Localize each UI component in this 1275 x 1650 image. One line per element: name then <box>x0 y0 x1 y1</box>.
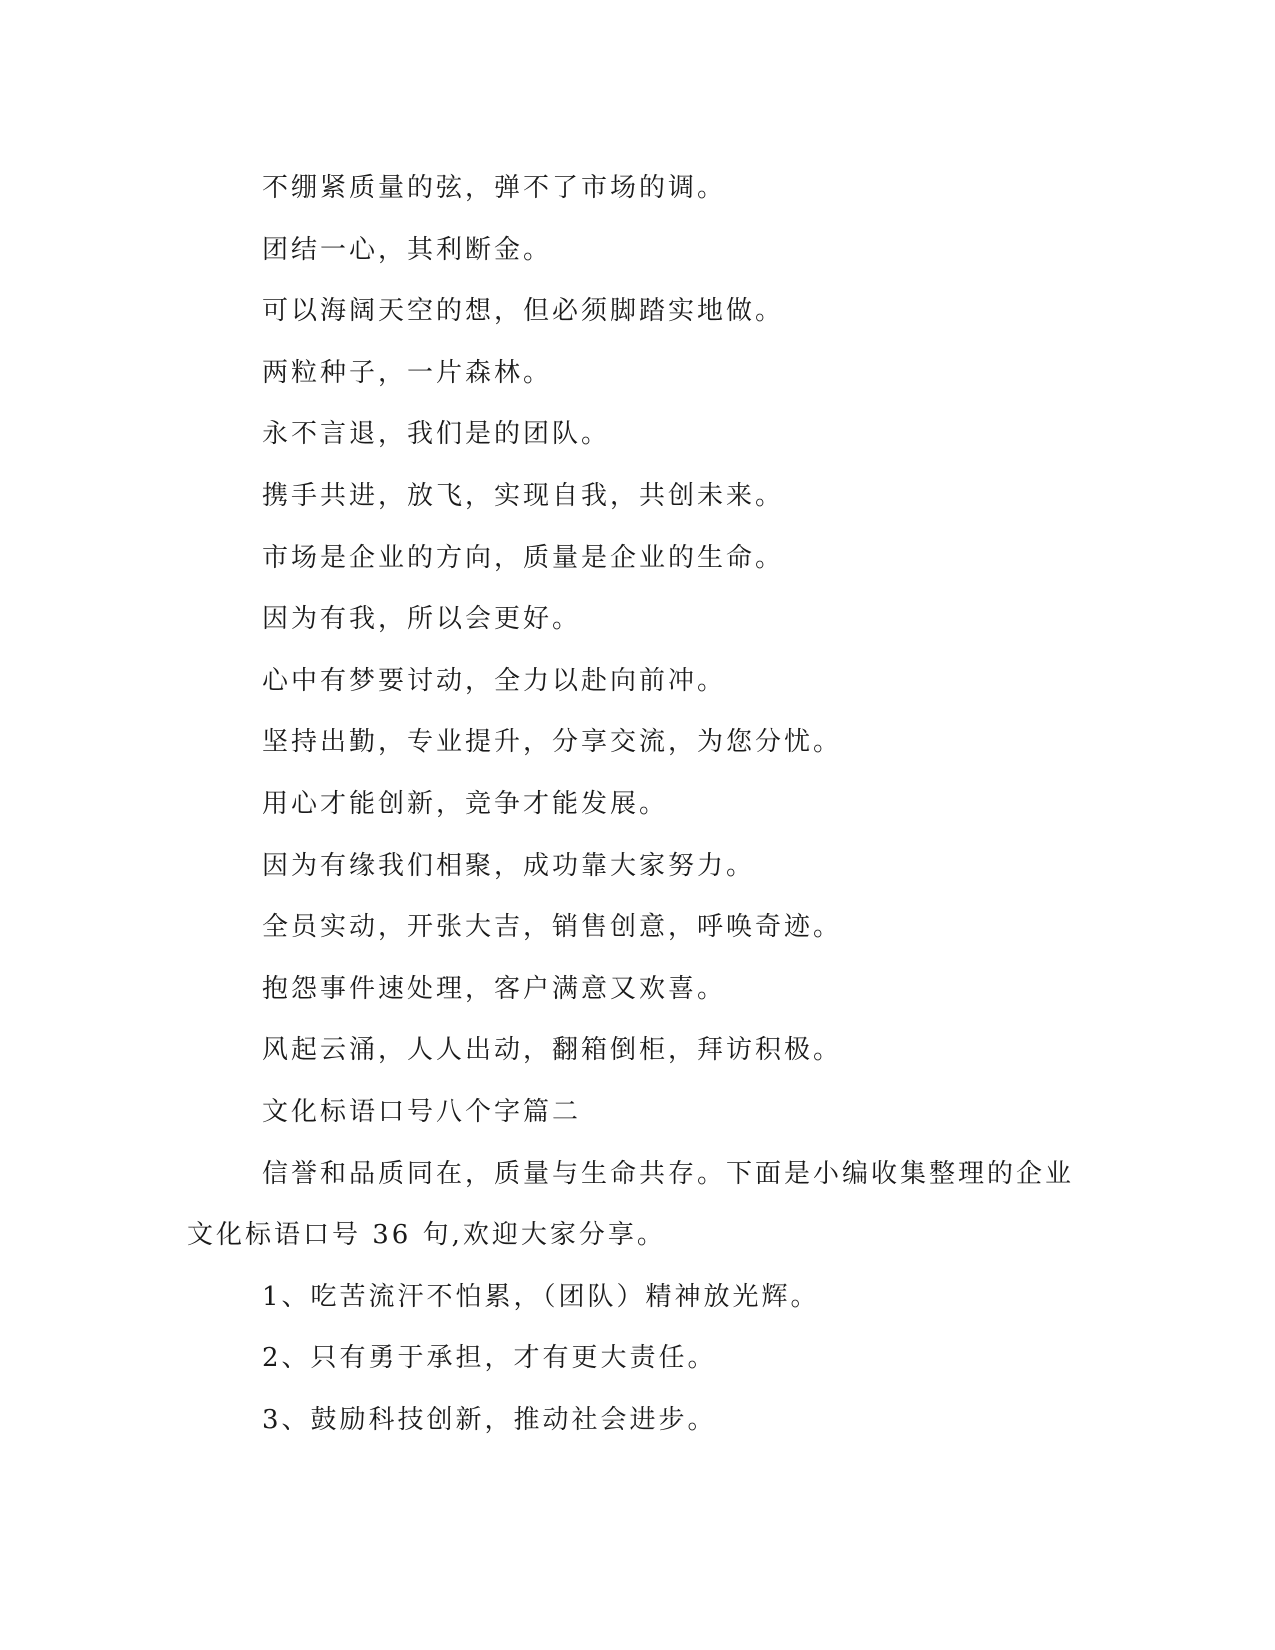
intro-paragraph-line-1: 信誉和品质同在，质量与生命共存。下面是小编收集整理的企业 <box>262 1158 1075 1189</box>
slogan-line: 抱怨事件速处理，客户满意又欢喜。 <box>262 973 727 1004</box>
slogan-line: 因为有我，所以会更好。 <box>262 604 582 635</box>
slogan-line: 全员实动，开张大吉，销售创意，呼唤奇迹。 <box>262 912 843 943</box>
slogan-line: 两粒种子，一片森林。 <box>262 357 553 388</box>
slogan-line: 坚持出勤，专业提升，分享交流，为您分忧。 <box>262 727 843 758</box>
slogan-line: 不绷紧质量的弦，弹不了市场的调。 <box>262 173 727 203</box>
document-body <box>187 158 1087 1451</box>
slogan-line: 市场是企业的方向，质量是企业的生命。 <box>262 542 785 573</box>
slogan-line: 用心才能创新，竞争才能发展。 <box>262 788 669 819</box>
slogan-line: 可以海阔天空的想，但必须脚踏实地做。 <box>262 296 785 327</box>
section-heading: 文化标语口号八个字篇二 <box>262 1096 582 1127</box>
numbered-item: 3、鼓励科技创新，推动社会进步。 <box>262 1404 717 1435</box>
slogan-line: 携手共进，放飞，实现自我，共创未来。 <box>262 480 785 511</box>
slogan-line: 永不言退，我们是的团队。 <box>262 419 611 450</box>
numbered-item: 2、只有勇于承担，才有更大责任。 <box>262 1343 717 1374</box>
slogan-line: 心中有梦要讨动，全力以赴向前冲。 <box>262 665 727 696</box>
slogan-line: 因为有缘我们相聚，成功靠大家努力。 <box>262 850 756 881</box>
slogan-line: 团结一心，其利断金。 <box>262 234 553 265</box>
slogan-line: 风起云涌，人人出动，翻箱倒柜，拜访积极。 <box>262 1035 843 1066</box>
intro-paragraph-line-2: 文化标语口号 36 句,欢迎大家分享。 <box>187 1220 666 1251</box>
numbered-item: 1、吃苦流汗不怕累，（团队）精神放光辉。 <box>262 1281 820 1312</box>
